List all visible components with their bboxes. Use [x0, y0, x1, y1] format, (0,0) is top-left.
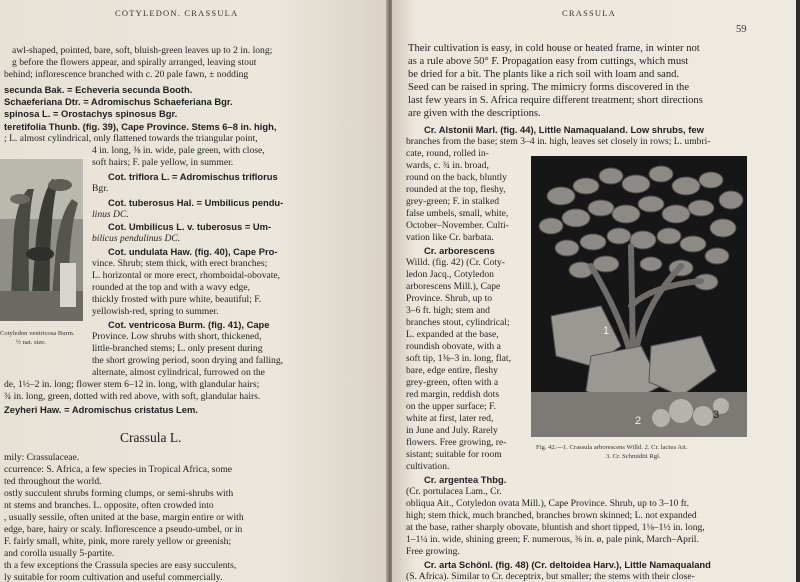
text-line: alternate, almost cylindrical, furrowed on the	[92, 367, 265, 378]
text-line: nt stems and branches. L. opposite, often crowded into	[4, 500, 214, 511]
text-line: Province. Shrub, up to	[406, 293, 493, 304]
text-line: cate, round, rolled in-	[406, 148, 489, 159]
text-line: ; L. almost cylindrical, only flattened towards the triangular point,	[4, 133, 258, 144]
right-running-head: CRASSULA	[562, 8, 617, 18]
text-line: Willd. (fig. 42) (Cr. Coty-	[406, 257, 506, 268]
entry-zeyheri: Zeyheri Haw. = Adromischus cristatus Lem.	[4, 404, 198, 415]
text-line: de, 1½–2 in. long; flower stem 6–12 in. long, with glandular hairs;	[4, 379, 260, 390]
text-line: Seed can be raised in spring. The mimicry forms discovered in the	[408, 82, 690, 93]
text-line: F. fairly small, white, pink, more rarely yellow or greenish;	[4, 536, 232, 547]
text-line: ledon Jacq., Cotyledon	[406, 269, 494, 280]
text-line: behind; inflorescence branched with c. 20 pale fawn, ± nodding	[4, 69, 249, 80]
text-line: Province. Low shrubs with short, thickened,	[92, 331, 262, 342]
text-line: , usually sessile, often united at the base, margin entire or with	[4, 512, 244, 523]
text-line: th a few exceptions the Crassula species are easy succulents,	[4, 560, 237, 571]
text-line: mily: Crassulaceae.	[4, 452, 80, 463]
text-line: flowers. Free growing, re-	[406, 437, 507, 448]
text-line: are given with the descriptions.	[408, 108, 541, 119]
entry-arta: Cr. arta Schönl. (fig. 48) (Cr. deltoidea Harv.), Little Namaqualand	[424, 559, 711, 570]
figure-caption-line2: 3. Cr. Schmidtii Rgl.	[606, 453, 661, 460]
text-line: arborescens Mill.), Cape	[406, 281, 501, 292]
text-line: October–November. Culti-	[406, 220, 509, 231]
text-line: red margin, reddish dots	[406, 389, 500, 400]
text-line: branches from the base; stem 3–4 in. high, leaves set closely in rows; L. umbri-	[406, 136, 711, 147]
text-line: grey-green; F. in stalked	[406, 196, 500, 207]
cotyledon-ventricosa-photo	[0, 159, 83, 321]
left-page	[0, 0, 388, 582]
photo-label-3: 3	[713, 409, 720, 421]
entry-teretifolia: teretifolia Thunb. (fig. 39), Cape Province. Stems 6–8 in. high,	[4, 121, 277, 132]
text-line: 1–1¼ in. wide, shining green; F. numerous, ⅜ in. ø, pale pink, March–April.	[406, 534, 699, 545]
text-line: white at first, later red,	[406, 413, 494, 424]
text-line: vation like Cr. barbata.	[406, 232, 494, 243]
text-line: yellowish-red, spring to summer.	[92, 306, 219, 317]
text-line: ted throughout the world.	[4, 476, 102, 487]
photo-label-2: 2	[635, 415, 642, 427]
text-line: L. horizontal or more erect, rhomboidal-obovate,	[92, 270, 281, 281]
text-line: awl-shaped, pointed, bare, soft, bluish-green leaves up to 2 in. long;	[12, 45, 273, 56]
text-line: (Cr. portulacea Lam., Cr.	[406, 486, 502, 497]
text-line: rounded at the top, fleshy,	[406, 184, 506, 195]
text-line: wards, c. ¾ in. broad,	[406, 160, 489, 171]
left-photo-caption: Cotyledon ventricosa Burm.	[0, 330, 75, 337]
text-line: ¾ in. long, green, dotted with red above, with soft, glandular hairs.	[4, 391, 261, 402]
text-line: (S. Africa). Similar to Cr. deceptrix, but smaller; the stems with their close-	[406, 571, 695, 582]
text-line: obliqua Ait., Cotyledon ovata Mill.), Cape Province. Shrub, up to 3–10 ft.	[406, 498, 689, 509]
crassula-arborescens-photo	[531, 156, 747, 437]
plant-photo-graphic	[0, 159, 83, 321]
text-line: edge, bare, hairy or scaly. Inflorescence a pseudo-umbel, or in	[4, 524, 243, 535]
text-line: ccurrence: S. Africa, a few species in Tropical Africa, some	[4, 464, 233, 475]
text-line: high; stem thick, much branched, branches brown skinned; L. not expanded	[406, 510, 697, 521]
text-line: grey-green, often with a	[406, 377, 499, 388]
left-running-head: COTYLEDON. CRASSULA	[115, 8, 239, 18]
text-line: bilicus pendulinus DC.	[92, 233, 181, 244]
text-line: L. expanded at the base,	[406, 329, 499, 340]
entry-secunda: secunda Bak. = Echeveria secunda Booth.	[4, 84, 193, 95]
entry-schaeferiana: Schaeferiana Dtr. = Adromischus Schaeferiana Bgr.	[4, 96, 233, 107]
text-line: sistant; suitable for room	[406, 449, 502, 460]
plant-photo-graphic	[531, 156, 747, 437]
text-line: linus DC.	[92, 209, 129, 220]
entry-argentea: Cr. argentea Thbg.	[424, 474, 507, 485]
text-line: on the upper surface; F.	[406, 401, 497, 412]
text-line: and corolla usually 5-partite.	[4, 548, 115, 559]
text-line: false umbels, small, white,	[406, 208, 509, 219]
text-line: rounded at the top and with a wavy edge,	[92, 282, 250, 293]
text-line: Bgr.	[92, 183, 109, 194]
entry-tuberosus: Cot. tuberosus Hal. = Umbilicus pendu-	[108, 197, 284, 208]
entry-ventricosa: Cot. ventricosa Burm. (fig. 41), Cape	[108, 319, 270, 330]
text-line: in June and July. Rarely	[406, 425, 498, 436]
entry-undulata: Cot. undulata Haw. (fig. 40), Cape Pro-	[108, 246, 278, 257]
figure-caption: Fig. 42.—1. Crassula arborescens Willd. 2. Cr. lactea Ait.	[536, 444, 688, 451]
entry-triflora: Cot. triflora L. = Adromischus triflorus	[108, 171, 278, 182]
entry-spinosa: spinosa L. = Orostachys spinosus Bgr.	[4, 108, 178, 119]
text-line: g before the flowers appear, and spirally arranged, leaving stout	[12, 57, 257, 68]
text-line: ostly succulent shrubs forming clumps, or semi-shrubs with	[4, 488, 234, 499]
text-line: soft hairs; F. pale yellow, in summer.	[92, 157, 234, 168]
page-number: 59	[736, 24, 747, 35]
text-line: thickly frosted with pure white, beautiful; F.	[92, 294, 262, 305]
text-line: little-branched stems; L. only present during	[92, 343, 263, 354]
text-line: at the base, rather sharply obovate, bluntish and short tipped, 1⅛–1½ in. long,	[406, 522, 705, 533]
entry-umbilicus: Cot. Umbilicus L. v. tuberosus = Um-	[108, 221, 272, 232]
text-line: vince. Shrub; stem thick, with erect branches;	[92, 258, 268, 269]
text-line: 4 in. long, ⅜ in. wide, pale green, with close,	[92, 145, 265, 156]
text-line: Free growing.	[406, 546, 460, 557]
text-line: 3–6 ft. high; stem and	[406, 305, 490, 316]
page-edge-shadow	[796, 0, 800, 582]
text-line: Their cultivation is easy, in cold house or heated frame, in winter not	[408, 43, 700, 54]
text-line: soft tip, 1⅜–3 in. long, flat,	[406, 353, 511, 364]
section-heading: Crassula L.	[120, 430, 182, 445]
left-photo-caption-scale: ½ nat. size.	[16, 339, 46, 346]
text-line: round on the back, bluntly	[406, 172, 507, 183]
text-line: as a rule above 50° F. Propagation easy from cuttings, which must	[408, 56, 689, 67]
entry-alstonii: Cr. Alstonii Marl. (fig. 44), Little Namaqualand. Low shrubs, few	[424, 124, 704, 135]
text-line: the short growing period, soon drying and falling,	[92, 355, 284, 366]
photo-label-1: 1	[603, 325, 610, 337]
text-line: bare, edge entire, fleshy	[406, 365, 498, 376]
text-line: last few years in S. Africa require different treatment; short directions	[408, 95, 703, 106]
text-line: ly suitable for room cultivation and useful commercially.	[4, 572, 223, 582]
text-line: cultivation.	[406, 461, 450, 472]
text-line: branches stout, cylindrical;	[406, 317, 510, 328]
text-line: roundish obovate, with a	[406, 341, 501, 352]
text-line: be dried for a bit. The plants like a rich soil with loam and sand.	[408, 69, 680, 80]
entry-arborescens: Cr. arborescens	[424, 245, 495, 256]
